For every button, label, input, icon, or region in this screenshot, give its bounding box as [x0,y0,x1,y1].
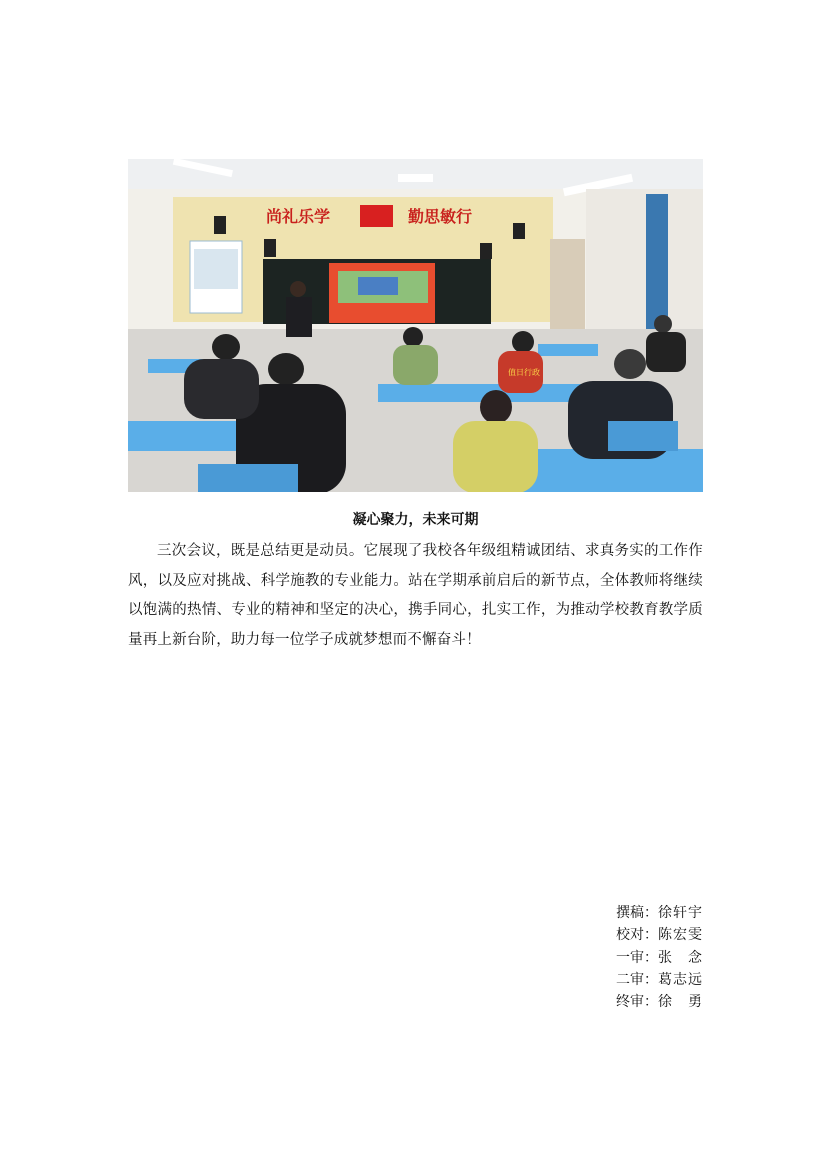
credit-name: 徐勇 [658,994,702,1011]
credit-name: 葛志远 [658,971,702,988]
photo-caption: 凝心聚力，未来可期 [352,512,479,528]
credit-label: 二审： [616,971,658,988]
credit-row-first-review [616,947,702,969]
credit-row-writer [616,902,702,924]
credit-name: 张念 [658,949,702,966]
wall-slogan-left: 尚礼乐学 [266,207,331,226]
flag [360,205,393,227]
credit-row-proofreader [616,924,702,946]
credit-label: 撰稿： [616,905,658,921]
body-paragraph: 三次会议，既是总结更是动员。它展现了我校各年级组精诚团结、求真务实的工作作风，以及应对挑战、科学施教的专业能力。站在学期承前启后的新节点，全体教师将继续以饱满的热情、专业的精神和坚定的决心，携手同心，扎实工作，为推动学校教育教学质量再上新台阶，助力每一位学子成就梦想而不懈奋斗！ [128,543,703,648]
meeting-photo [128,159,703,492]
wall-slogan-right: 勤思敏行 [408,207,473,226]
vest-text: 值日行政 [508,368,540,377]
credit-label: 一审： [616,949,658,966]
credit-label: 校对： [616,927,658,944]
credit-row-second-review [616,969,702,991]
credit-name: 徐轩宇 [658,905,702,921]
credit-label: 终审： [616,994,658,1011]
credits-block [616,902,702,1013]
credit-row-final-review [616,991,702,1013]
classroom-illustration [128,159,703,492]
credit-name: 陈宏雯 [658,927,702,944]
